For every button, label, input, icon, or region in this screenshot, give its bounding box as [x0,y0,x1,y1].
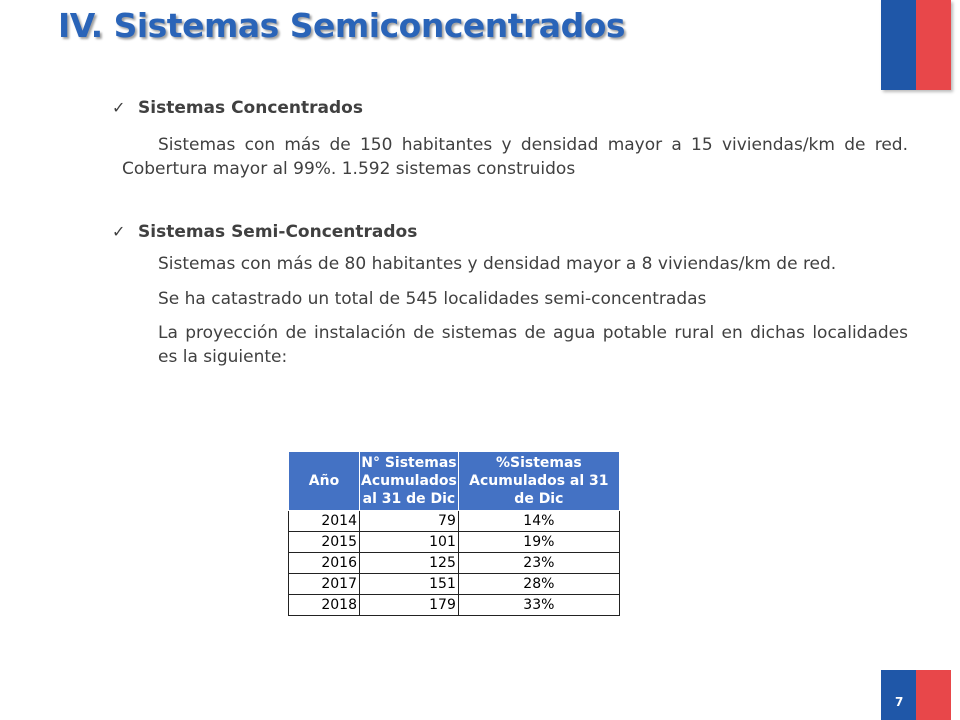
checkmark-icon: ✓ [112,98,126,117]
projection-table [288,451,620,616]
table-row [289,511,620,532]
cell-percent: 14% [458,511,619,532]
slide-body [112,96,908,369]
slide-title: IV. Sistemas Semiconcentrados [58,6,626,45]
cell-year: 2015 [289,532,360,553]
chile-flag-decoration-bottom [881,670,951,720]
cell-percent: 28% [458,574,619,595]
column-header-year: Año [289,452,360,511]
cell-year: 2016 [289,553,360,574]
cell-percent: 23% [458,553,619,574]
section-semiconcentrados-paragraph: Se ha catastrado un total de 545 localidades semi-concentradas [158,289,707,309]
table-row [289,532,620,553]
cell-year: 2014 [289,511,360,532]
cell-percent: 19% [458,532,619,553]
checkmark-icon: ✓ [112,222,126,241]
cell-systems: 179 [360,595,459,616]
table-row [289,553,620,574]
flag-blue-stripe [881,0,916,90]
section-semiconcentrados-paragraph: La proyección de instalación de sistemas de agua potable rural en dichas localidades es la siguiente: [158,323,908,367]
section-concentrados-heading [112,96,908,120]
cell-systems: 125 [360,553,459,574]
cell-percent: 33% [458,595,619,616]
section-semiconcentrados-title: Sistemas Semi-Concentrados [138,222,418,242]
column-header-percent: %Sistemas Acumulados al 31 de Dic [458,452,619,511]
chile-flag-decoration-top [881,0,951,90]
section-semiconcentrados-heading [112,220,908,244]
flag-red-stripe [916,670,951,720]
cell-systems: 101 [360,532,459,553]
page-number: 7 [895,695,904,709]
section-concentrados-text: Sistemas con más de 150 habitantes y densidad mayor a 15 viviendas/km de red. Cobertura mayor al 99%. 1.592 sistemas construidos [122,135,908,179]
table-row [289,595,620,616]
flag-red-stripe [916,0,951,90]
section-semiconcentrados-paragraph: Sistemas con más de 80 habitantes y densidad mayor a 8 viviendas/km de red. [158,254,837,274]
cell-systems: 79 [360,511,459,532]
section-concentrados-title: Sistemas Concentrados [138,98,363,118]
column-header-systems: N° Sistemas Acumulados al 31 de Dic [360,452,459,511]
table-header-row [289,452,620,511]
table-row [289,574,620,595]
cell-year: 2018 [289,595,360,616]
cell-year: 2017 [289,574,360,595]
cell-systems: 151 [360,574,459,595]
